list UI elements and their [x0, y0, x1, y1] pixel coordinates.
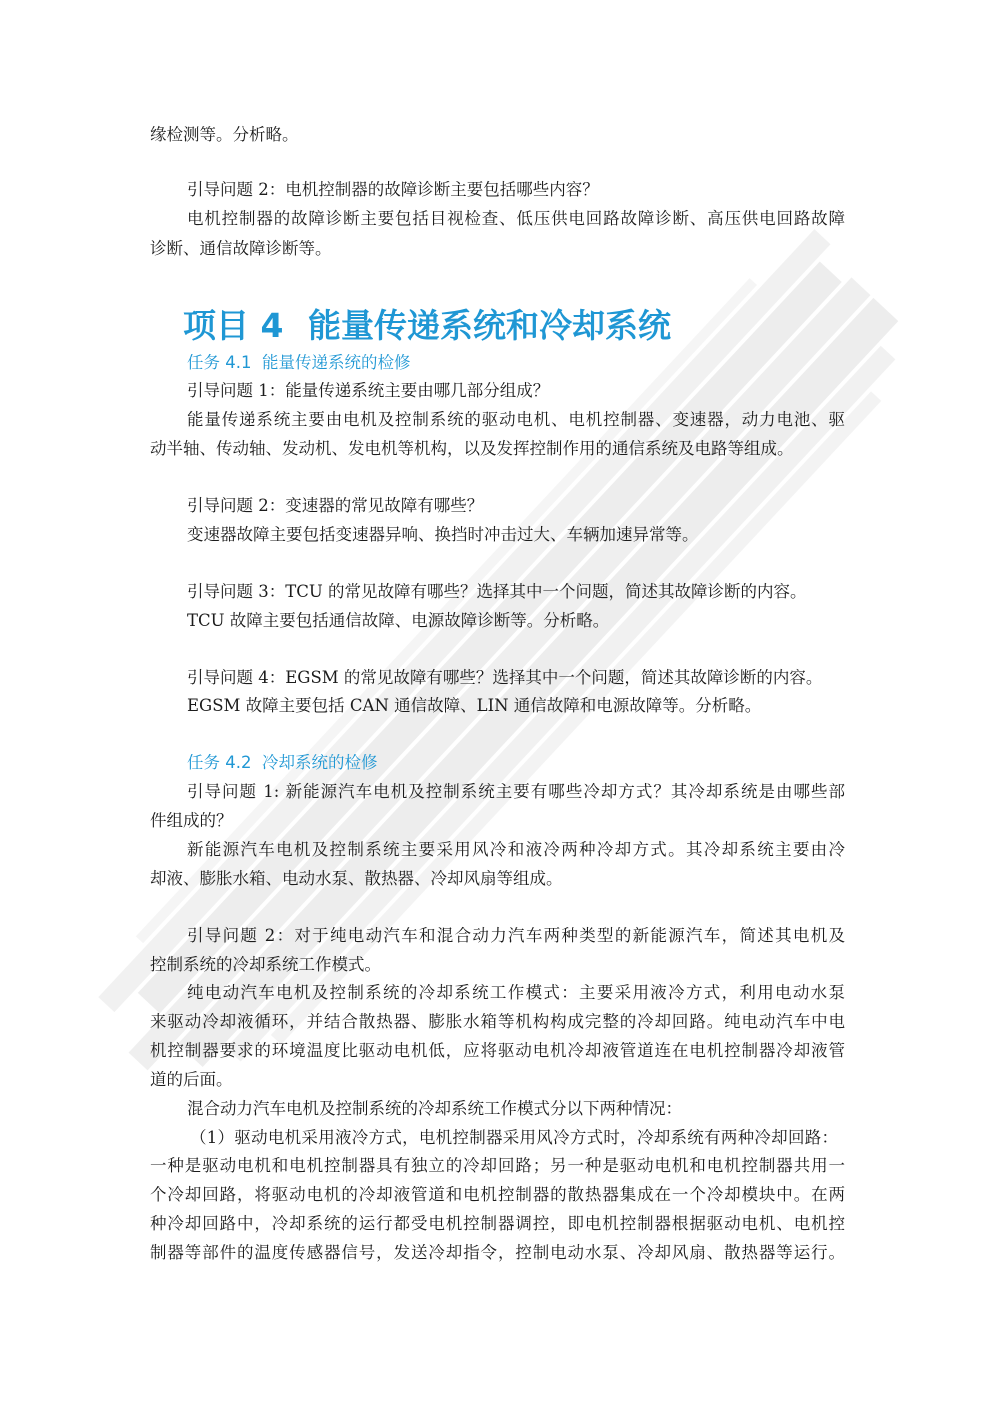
- paragraph-line: 缘检测等。分析略。: [150, 125, 299, 144]
- guiding-question: 件组成的？: [150, 811, 233, 830]
- guiding-question: 引导问题 2：变速器的常见故障有哪些？: [187, 496, 484, 515]
- project-number: 项目 4: [183, 306, 284, 345]
- guiding-question: 引导问题 2：电机控制器的故障诊断主要包括哪些内容？: [187, 180, 599, 199]
- answer-line: 纯电动汽车电机及控制系统的冷却系统工作模式：主要采用液冷方式，利用电动水泵: [187, 983, 845, 1002]
- task-label: 任务 4.1: [187, 353, 252, 372]
- task-title: 能量传递系统的检修: [262, 353, 411, 372]
- answer-line: 诊断、通信故障诊断等。: [150, 239, 332, 258]
- guiding-question: 引导问题 2：对于纯电动汽车和混合动力汽车两种类型的新能源汽车，简述其电机及: [187, 926, 845, 945]
- answer-line: 制器等部件的温度传感器信号，发送冷却指令，控制电动水泵、冷却风扇、散热器等运行。: [150, 1243, 845, 1262]
- answer-line: 一种是驱动电机和电机控制器具有独立的冷却回路；另一种是驱动电机和电机控制器共用一: [150, 1156, 845, 1175]
- guiding-question: 引导问题 1: 新能源汽车电机及控制系统主要有哪些冷却方式？其冷却系统是由哪些部: [187, 782, 845, 801]
- guiding-question: 引导问题 3：TCU 的常见故障有哪些？选择其中一个问题，简述其故障诊断的内容。: [187, 582, 807, 601]
- answer-line: 机控制器要求的环境温度比驱动电机低，应将驱动电机冷却液管道连在电机控制器冷却液管: [150, 1041, 845, 1060]
- project-title: 能量传递系统和冷却系统: [308, 306, 671, 345]
- answer-line: 个冷却回路，将驱动电机的冷却液管道和电机控制器的散热器集成在一个冷却模块中。在两: [150, 1185, 845, 1204]
- task-title: 冷却系统的检修: [262, 753, 378, 772]
- answer-line: 来驱动冷却液循环，并结合散热器、膨胀水箱等机构构成完整的冷却回路。纯电动汽车中电: [150, 1012, 845, 1031]
- answer-line: TCU 故障主要包括通信故障、电源故障诊断等。分析略。: [187, 611, 610, 630]
- answer-line: 动半轴、传动轴、发动机、发电机等机构，以及发挥控制作用的通信系统及电路等组成。: [150, 439, 794, 458]
- answer-line: 种冷却回路中，冷却系统的运行都受电机控制器调控，即电机控制器根据驱动电机、电机控: [150, 1214, 845, 1233]
- answer-line: 却液、膨胀水箱、电动水泵、散热器、冷却风扇等组成。: [150, 869, 563, 888]
- guiding-question: 控制系统的冷却系统工作模式。: [150, 955, 381, 974]
- task-label: 任务 4.2: [187, 753, 252, 772]
- answer-line: EGSM 故障主要包括 CAN 通信故障、LIN 通信故障和电源故障等。分析略。: [187, 696, 762, 715]
- answer-line: 变速器故障主要包括变速器异响、换挡时冲击过大、车辆加速异常等。: [187, 525, 699, 544]
- answer-line: 混合动力汽车电机及控制系统的冷却系统工作模式分以下两种情况：: [187, 1099, 682, 1118]
- answer-line: 新能源汽车电机及控制系统主要采用风冷和液冷两种冷却方式。其冷却系统主要由冷: [187, 840, 845, 859]
- answer-line: 能量传递系统主要由电机及控制系统的驱动电机、电机控制器、变速器，动力电池、驱: [187, 410, 845, 429]
- list-item-line: （1）驱动电机采用液冷方式，电机控制器采用风冷方式时，冷却系统有两种冷却回路：: [190, 1128, 838, 1147]
- answer-line: 道的后面。: [150, 1070, 233, 1089]
- answer-line: 电机控制器的故障诊断主要包括目视检查、低压供电回路故障诊断、高压供电回路故障: [187, 209, 845, 228]
- guiding-question: 引导问题 4：EGSM 的常见故障有哪些？选择其中一个问题，简述其故障诊断的内容。: [187, 668, 823, 687]
- guiding-question: 引导问题 1：能量传递系统主要由哪几部分组成？: [187, 381, 550, 400]
